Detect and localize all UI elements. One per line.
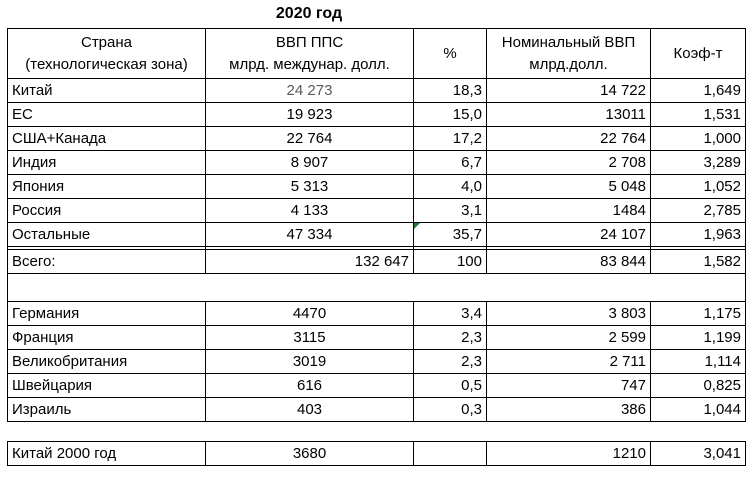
cell-gdp-nominal[interactable]: 5 048 <box>487 175 651 199</box>
cell-gdp-nominal[interactable]: 2 708 <box>487 151 651 175</box>
table-row <box>8 127 746 151</box>
cell-gdp-ppp[interactable]: 4470 <box>206 302 414 326</box>
empty-cell <box>206 274 414 302</box>
empty-cell <box>8 274 206 302</box>
cell-coef[interactable]: 1,531 <box>651 103 746 127</box>
cell-percent[interactable]: 2,3 <box>414 326 487 350</box>
cell-gdp-nominal[interactable]: 83 844 <box>487 250 651 274</box>
cell-country[interactable]: Франция <box>8 326 206 350</box>
empty-cell <box>487 422 651 442</box>
cell-gdp-nominal[interactable]: 2 711 <box>487 350 651 374</box>
cell-percent[interactable]: 2,3 <box>414 350 487 374</box>
cell-gdp-nominal[interactable]: 13011 <box>487 103 651 127</box>
cell-country[interactable]: Израиль <box>8 398 206 422</box>
cell-gdp-nominal[interactable]: 747 <box>487 374 651 398</box>
cell-percent[interactable] <box>414 442 487 466</box>
table-row <box>8 442 746 466</box>
cell-gdp-nominal[interactable]: 24 107 <box>487 223 651 247</box>
cell-gdp-ppp[interactable]: 132 647 <box>206 250 414 274</box>
cell-gdp-ppp[interactable]: 3680 <box>206 442 414 466</box>
cell-gdp-nominal[interactable]: 14 722 <box>487 79 651 103</box>
empty-cell <box>487 274 651 302</box>
header-coef-label: Коэф-т <box>673 44 723 62</box>
cell-coef[interactable]: 0,825 <box>651 374 746 398</box>
empty-cell <box>414 422 487 442</box>
cell-country[interactable]: Китай <box>8 79 206 103</box>
cell-country[interactable]: Швейцария <box>8 374 206 398</box>
table-row <box>8 398 746 422</box>
table-body <box>8 79 746 466</box>
cell-coef[interactable]: 1,963 <box>651 223 746 247</box>
cell-country[interactable]: США+Канада <box>8 127 206 151</box>
table-row <box>8 250 746 274</box>
header-country-line2: (технологическая зона) <box>25 55 188 73</box>
empty-cell <box>651 274 746 302</box>
table-row <box>8 302 746 326</box>
cell-coef[interactable]: 1,000 <box>651 127 746 151</box>
cell-percent[interactable]: 100 <box>414 250 487 274</box>
empty-cell <box>8 422 206 442</box>
cell-percent[interactable]: 15,0 <box>414 103 487 127</box>
header-row <box>8 29 746 79</box>
header-gdp-nominal-line1: Номинальный ВВП <box>501 33 636 51</box>
cell-gdp-nominal[interactable]: 1484 <box>487 199 651 223</box>
gap-bordered <box>8 274 746 302</box>
cell-coef[interactable]: 1,175 <box>651 302 746 326</box>
header-gdp-nominal-cell[interactable] <box>487 29 651 79</box>
cell-gdp-ppp[interactable]: 8 907 <box>206 151 414 175</box>
cell-country[interactable]: Россия <box>8 199 206 223</box>
cell-percent[interactable]: 6,7 <box>414 151 487 175</box>
table-title: 2020 год <box>275 5 343 22</box>
gdp-table <box>7 28 746 466</box>
cell-gdp-ppp[interactable]: 4 133 <box>206 199 414 223</box>
gap-plain <box>8 422 746 442</box>
cell-coef[interactable]: 1,044 <box>651 398 746 422</box>
cell-percent[interactable]: 4,0 <box>414 175 487 199</box>
error-indicator-icon <box>414 223 420 229</box>
empty-cell <box>414 274 487 302</box>
cell-coef[interactable]: 3,289 <box>651 151 746 175</box>
cell-gdp-nominal[interactable]: 1210 <box>487 442 651 466</box>
cell-gdp-ppp[interactable]: 24 273 <box>206 79 414 103</box>
cell-coef[interactable]: 1,199 <box>651 326 746 350</box>
cell-gdp-ppp[interactable]: 3115 <box>206 326 414 350</box>
cell-country[interactable]: Индия <box>8 151 206 175</box>
cell-gdp-ppp[interactable]: 19 923 <box>206 103 414 127</box>
cell-country[interactable]: Китай 2000 год <box>8 442 206 466</box>
header-coef-cell[interactable] <box>651 29 746 79</box>
table-row <box>8 199 746 223</box>
cell-coef[interactable]: 1,052 <box>651 175 746 199</box>
cell-percent[interactable]: 0,5 <box>414 374 487 398</box>
cell-country[interactable]: Великобритания <box>8 350 206 374</box>
cell-country[interactable]: Япония <box>8 175 206 199</box>
table-row <box>8 151 746 175</box>
header-percent-label: % <box>443 44 457 62</box>
cell-percent[interactable]: 0,3 <box>414 398 487 422</box>
cell-country[interactable]: Остальные <box>8 223 206 247</box>
table-row <box>8 103 746 127</box>
cell-gdp-ppp[interactable]: 403 <box>206 398 414 422</box>
cell-percent[interactable]: 3,4 <box>414 302 487 326</box>
table-row <box>8 223 746 247</box>
cell-gdp-ppp[interactable]: 5 313 <box>206 175 414 199</box>
cell-coef[interactable]: 1,582 <box>651 250 746 274</box>
table-row <box>8 350 746 374</box>
cell-percent[interactable]: 17,2 <box>414 127 487 151</box>
header-gdp-nominal-line2: млрд.долл. <box>529 55 608 73</box>
cell-coef[interactable]: 1,114 <box>651 350 746 374</box>
header-gdp-ppp-line1: ВВП ППС <box>275 33 344 51</box>
header-gdp-ppp-cell[interactable] <box>206 29 414 79</box>
table-row <box>8 326 746 350</box>
cell-percent[interactable]: 18,3 <box>414 79 487 103</box>
table-row <box>8 374 746 398</box>
header-country-cell[interactable] <box>8 29 206 79</box>
cell-percent[interactable]: 35,7 <box>414 223 487 247</box>
cell-country[interactable]: Германия <box>8 302 206 326</box>
cell-gdp-nominal[interactable]: 22 764 <box>487 127 651 151</box>
empty-cell <box>651 422 746 442</box>
table-row <box>8 175 746 199</box>
cell-coef[interactable]: 1,649 <box>651 79 746 103</box>
empty-cell <box>206 422 414 442</box>
cell-gdp-nominal[interactable]: 2 599 <box>487 326 651 350</box>
cell-gdp-ppp[interactable]: 22 764 <box>206 127 414 151</box>
cell-gdp-ppp[interactable]: 3019 <box>206 350 414 374</box>
cell-country[interactable]: ЕС <box>8 103 206 127</box>
header-gdp-ppp-line2: млрд. междунар. долл. <box>229 55 390 73</box>
cell-gdp-ppp[interactable]: 47 334 <box>206 223 414 247</box>
cell-gdp-nominal[interactable]: 386 <box>487 398 651 422</box>
cell-country[interactable]: Всего: <box>8 250 206 274</box>
table-row <box>8 79 746 103</box>
cell-coef[interactable]: 3,041 <box>651 442 746 466</box>
header-country-line1: Страна <box>80 33 132 51</box>
cell-gdp-nominal[interactable]: 3 803 <box>487 302 651 326</box>
cell-coef[interactable]: 2,785 <box>651 199 746 223</box>
cell-percent[interactable]: 3,1 <box>414 199 487 223</box>
header-percent-cell[interactable] <box>414 29 487 79</box>
cell-gdp-ppp[interactable]: 616 <box>206 374 414 398</box>
